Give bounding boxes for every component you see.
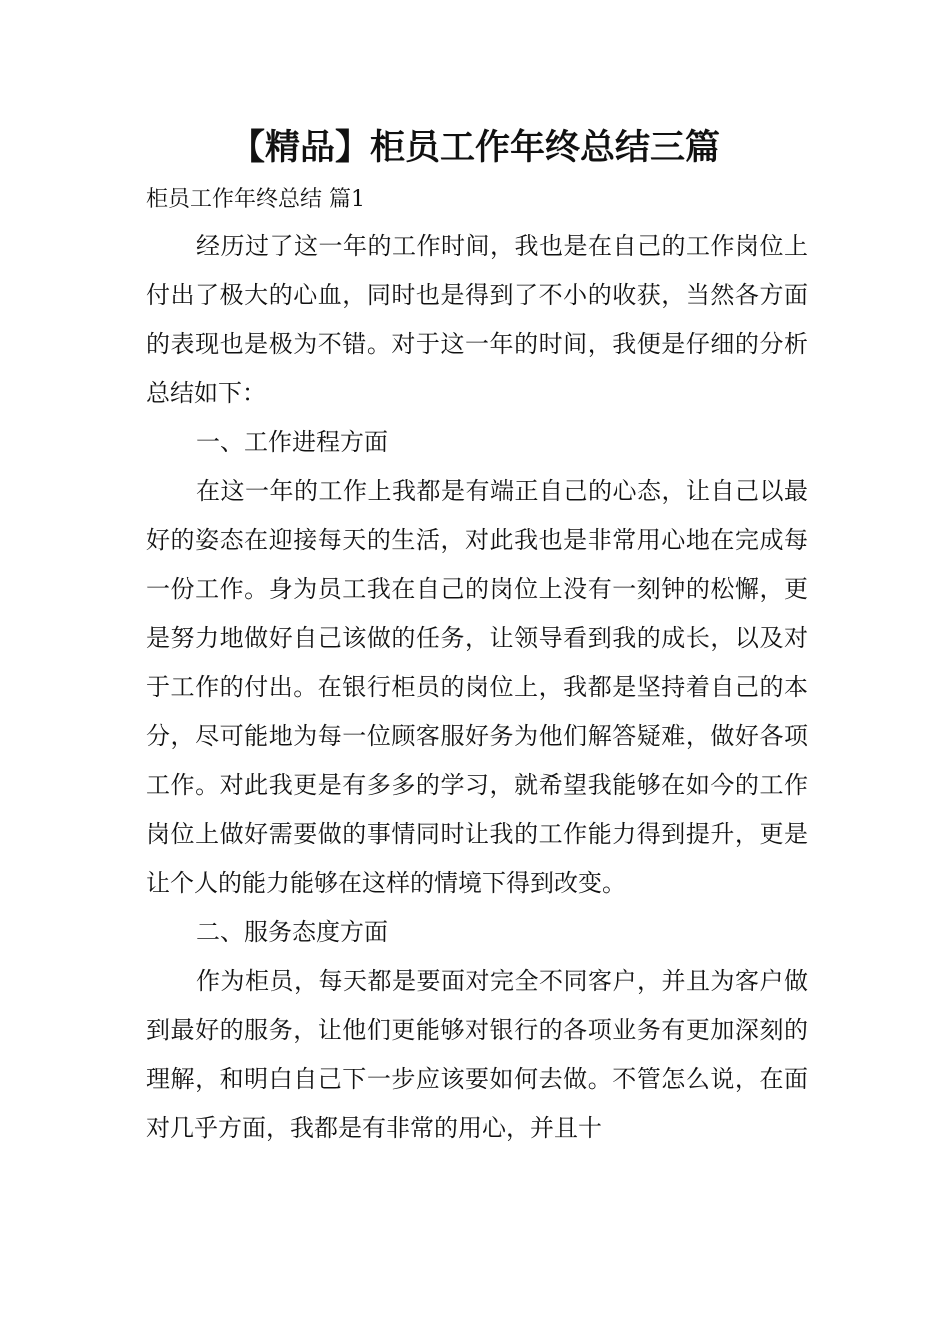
section-heading-service-attitude: 二、服务态度方面: [196, 918, 388, 946]
section-heading-work-progress: 一、工作进程方面: [196, 428, 388, 456]
document-body: [146, 178, 808, 1153]
section-heading: 柜员工作年终总结 篇1: [146, 187, 365, 212]
paragraph-intro: 经历过了这一年的工作时间，我也是在自己的工作岗位上付出了极大的心血，同时也是得到了不小的收获，当然各方面的表现也是极为不错。对于这一年的时间，我便是仔细的分析总结如下：: [146, 232, 808, 407]
paragraph-service-attitude: 作为柜员，每天都是要面对完全不同客户，并且为客户做到最好的服务，让他们更能够对银行的各项业务有更加深刻的理解，和明白自己下一步应该要如何去做。不管怎么说，在面对几乎方面，我都是有非常的用心，并且十: [146, 967, 808, 1142]
paragraph-work-progress: 在这一年的工作上我都是有端正自己的心态，让自己以最好的姿态在迎接每天的生活，对此我也是非常用心地在完成每一份工作。身为员工我在自己的岗位上没有一刻钟的松懈，更是努力地做好自己该做的任务，让领导看到我的成长，以及对于工作的付出。在银行柜员的岗位上，我都是坚持着自己的本分，尽可能地为每一位顾客服好务为他们解答疑难，做好各项工作。对此我更是有多多的学习，就希望我能够在如今的工作岗位上做好需要做的事情同时让我的工作能力得到提升，更是让个人的能力能够在这样的情境下得到改变。: [146, 477, 808, 897]
document-title: 【精品】柜员工作年终总结三篇: [229, 128, 720, 168]
